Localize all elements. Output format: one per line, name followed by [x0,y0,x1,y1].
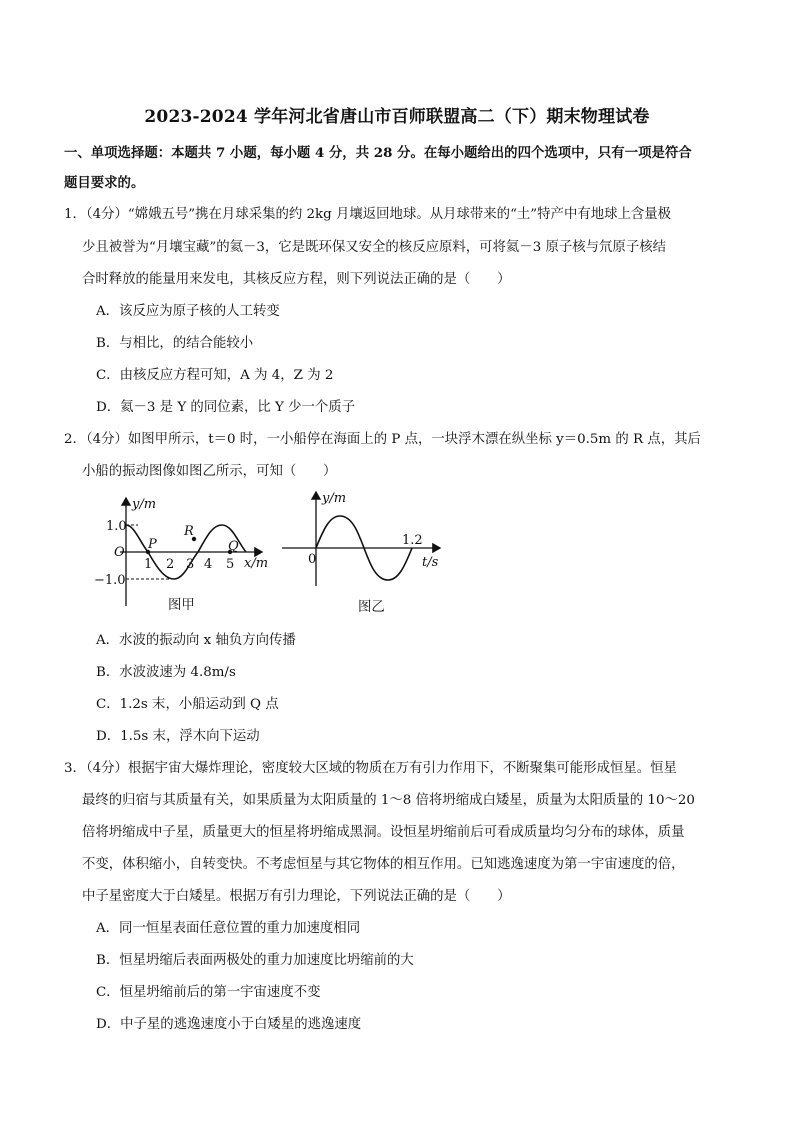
fig-a-xlabel: x/m [244,556,269,571]
figure-b-vibration [282,484,452,594]
q1-option-c: C．由核反应方程可知，A 为 4，Z 为 2 [96,368,334,383]
q3-option-c: C．恒星坍缩前后的第一宇宙速度不变 [96,985,321,1000]
fig-a-label-p: P [148,537,157,552]
fig-a-label-r: R [184,524,194,539]
q3-stem-line-2: 最终的归宿与其质量有关，如果质量为太阳质量的 1～8 倍将坍缩成白矮星，质量为太阳质量的 10～20 [82,793,695,808]
q1-stem-line-1: 1．（4分）“嫦娥五号”携在月球采集的约 2kg 月壤返回地球。从月球带来的“土”特产中有地球上含量极 [64,207,672,222]
fig-a-ylabel: y/m [132,497,157,512]
q3-stem-line-4: 不变，体积缩小，自转变快。不考虑恒星与其它物体的相互作用。已知逃逸速度为第一宇宙速度的倍， [82,857,685,872]
fig-b-ylabel: y/m [322,491,347,506]
q2-option-b: B．水波波速为 4.8m/s [96,665,236,680]
q1-option-a: A．该反应为原子核的人工转变 [96,304,280,319]
fig-a-caption: 图甲 [168,598,195,613]
fig-a-label-q: Q [228,539,239,554]
page-title: 2023-2024 学年河北省唐山市百师联盟高二（下）期末物理试卷 [144,107,650,127]
q2-stem-line-2: 小船的振动图像如图乙所示，可知（ ） [82,464,337,479]
q3-option-a: A．同一恒星表面任意位置的重力加速度相同 [96,921,361,936]
fig-b-t-mark: 1.2 [402,533,423,548]
q1-option-b: B．与相比，的结合能较小 [96,336,254,351]
q3-stem-line-5: 中子星密度大于白矮星。根据万有引力理论，下列说法正确的是（ ） [82,889,511,904]
q3-option-b: B．恒星坍缩后表面两极处的重力加速度比坍缩前的大 [96,953,414,968]
q1-stem-line-3: 合时释放的能量用来发电，其核反应方程，则下列说法正确的是（ ） [82,272,511,287]
section-heading-line-2: 题目要求的。 [64,175,145,191]
fig-a-y-bottom: −1.0 [94,573,126,588]
fig-a-tick-3: 3 [186,557,195,572]
fig-a-tick-5: 5 [226,557,235,572]
q2-stem-line-1: 2．（4分）如图甲所示，t＝0 时，一小船停在海面上的 P 点，一块浮木漂在纵坐标 y＝0.5m 的 R 点，其后 [64,432,701,447]
q2-option-c: C．1.2s 末，小船运动到 Q 点 [96,697,279,712]
fig-b-origin: 0 [308,552,317,567]
fig-a-y-top: 1.0 [106,519,127,534]
fig-b-xlabel: t/s [422,555,439,570]
fig-b-caption: 图乙 [358,600,385,615]
q1-stem-line-2: 少且被誉为“月壤宝藏”的氦－3，它是既环保又安全的核反应原料，可将氦－3 原子核与氘原子核结 [82,240,666,255]
fig-a-tick-4: 4 [204,557,213,572]
q2-option-d: D．1.5s 末，浮木向下运动 [96,729,260,744]
fig-a-tick-1: 1 [144,557,153,572]
q1-option-d: D．氦－3 是 Y 的同位素，比 Y 少一个质子 [96,400,356,415]
fig-a-tick-2: 2 [166,557,175,572]
fig-a-origin: O [114,545,125,560]
q3-option-d: D．中子星的逃逸速度小于白矮星的逃逸速度 [96,1017,362,1032]
q3-stem-line-1: 3．（4分）根据宇宙大爆炸理论，密度较大区域的物质在万有引力作用下，不断聚集可能形成恒星。恒星 [64,761,677,776]
q3-stem-line-3: 倍将坍缩成中子星，质量更大的恒星将坍缩成黑洞。设恒星坍缩前后可看成质量均匀分布的球体，质量 [82,825,685,840]
section-heading-line-1: 一、单项选择题：本题共 7 小题，每小题 4 分，共 28 分。在每小题给出的四个选项中，只有一项是符合 [64,145,692,161]
q2-option-a: A．水波的振动向 x 轴负方向传播 [96,633,296,648]
